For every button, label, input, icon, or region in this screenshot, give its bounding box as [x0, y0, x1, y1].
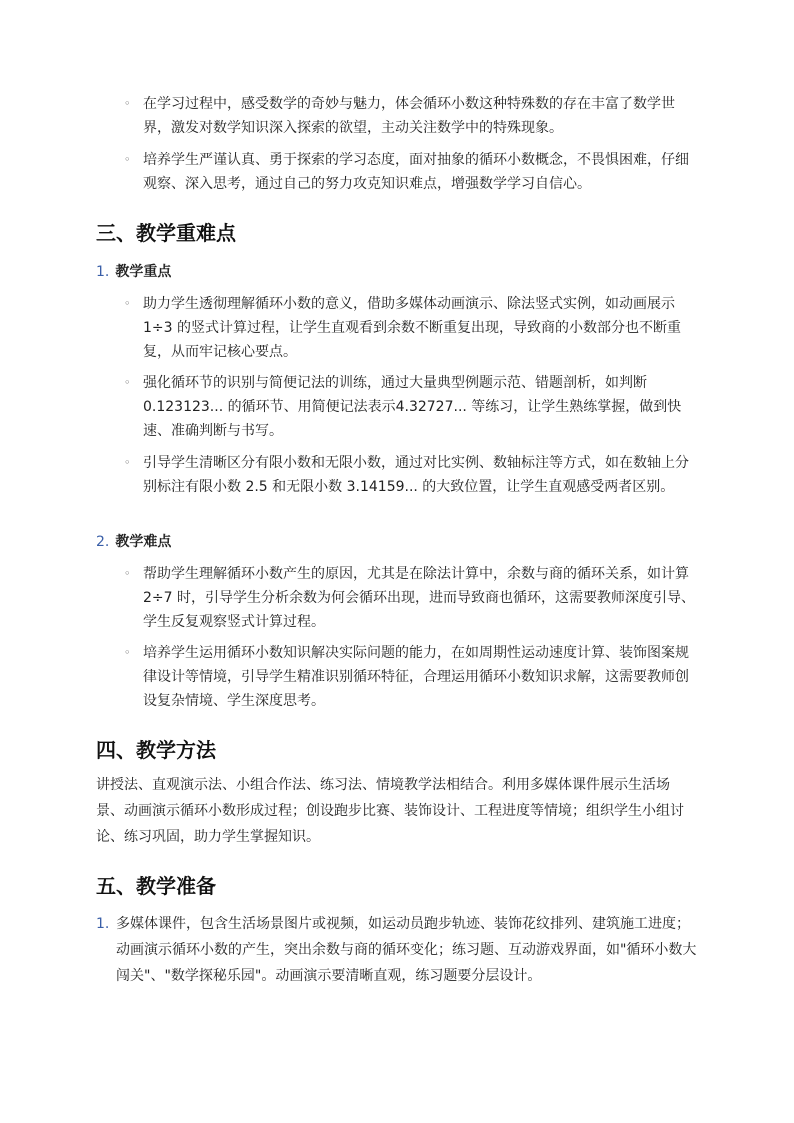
list-item: [124, 641, 698, 713]
list-number: 1.: [96, 264, 110, 280]
subheading-label: 教学重点: [115, 264, 172, 280]
body-paragraph: 讲授法、直观演示法、小组合作法、练习法、情境教学法相结合。利用多媒体课件展示生活场景、动画演示循环小数形成过程；创设跑步比赛、装饰设计、工程进度等情境；组织学生小组讨论、练习巩固，助力学生掌握知识。: [96, 777, 684, 845]
bullet-icon: ◦: [124, 646, 131, 659]
list-item-text: 引导学生清晰区分有限小数和无限小数，通过对比实例、数轴标注等方式，如在数轴上分别标注有限小数 2.5 和无限小数 3.14159... 的大致位置，让学生直观感受两者区别。: [143, 455, 689, 495]
list-item: [124, 292, 698, 364]
bullet-icon: ◦: [124, 297, 131, 310]
list-item-text: 在学习过程中，感受数学的奇妙与魅力，体会循环小数这种特殊数的存在丰富了数学世界，激发对数学知识深入探索的欲望，主动关注数学中的特殊现象。: [143, 96, 675, 136]
bullet-icon: ◦: [124, 567, 131, 580]
subheading-label: 教学难点: [115, 534, 172, 550]
list-item-text: 强化循环节的识别与简便记法的训练，通过大量典型例题示范、错题剖析，如判断 0.123123... 的循环节、用简便记法表示4.32727... 等练习，让学生熟练掌握，做到快速、准确判断与书写。: [143, 375, 682, 439]
list-item-text: 培养学生严谨认真、勇于探索的学习态度，面对抽象的循环小数概念，不畏惧困难，仔细观察、深入思考，通过自己的努力攻克知识难点，增强数学学习自信心。: [143, 152, 689, 192]
list-item: [124, 451, 698, 499]
bullet-icon: ◦: [124, 97, 131, 110]
numbered-subheading: [96, 530, 171, 554]
list-item: [124, 148, 698, 196]
list-number: 1.: [96, 916, 110, 932]
list-item-text: 培养学生运用循环小数知识解决实际问题的能力，在如周期性运动速度计算、装饰图案规律设计等情境，引导学生精准识别循环特征，合理运用循环小数知识求解，这需要教师创设复杂情境、学生深度思考。: [143, 645, 689, 709]
bullet-icon: ◦: [124, 376, 131, 389]
list-item-text: 帮助学生理解循环小数产生的原因，尤其是在除法计算中，余数与商的循环关系，如计算 2÷7 时，引导学生分析余数为何会循环出现，进而导致商也循环，这需要教师深度引导、学生反复观察竖式计算过程。: [143, 566, 695, 630]
list-item: [124, 562, 698, 634]
list-item-text: 助力学生透彻理解循环小数的意义，借助多媒体动画演示、除法竖式实例，如动画展示 1÷3 的竖式计算过程，让学生直观看到余数不断重复出现，导致商的小数部分也不断重复，从而牢记核心要点。: [143, 296, 681, 360]
numbered-subheading: [96, 260, 171, 284]
list-item-text: 多媒体课件，包含生活场景图片或视频，如运动员跑步轨迹、装饰花纹排列、建筑施工进度；动画演示循环小数的产生，突出余数与商的循环变化；练习题、互动游戏界面，如"循环小数大闯关"、"数学探秘乐园"。动画演示要清晰直观，练习题要分层设计。: [116, 916, 697, 984]
section-heading: 四、教学方法: [96, 738, 216, 762]
bullet-icon: ◦: [124, 456, 131, 469]
list-number: 2.: [96, 534, 110, 550]
list-item: [96, 911, 698, 989]
section-heading: 三、教学重难点: [96, 221, 236, 245]
list-item: [124, 92, 698, 140]
bullet-icon: ◦: [124, 153, 131, 166]
section-heading: 五、教学准备: [96, 874, 216, 898]
list-item: [124, 371, 698, 443]
